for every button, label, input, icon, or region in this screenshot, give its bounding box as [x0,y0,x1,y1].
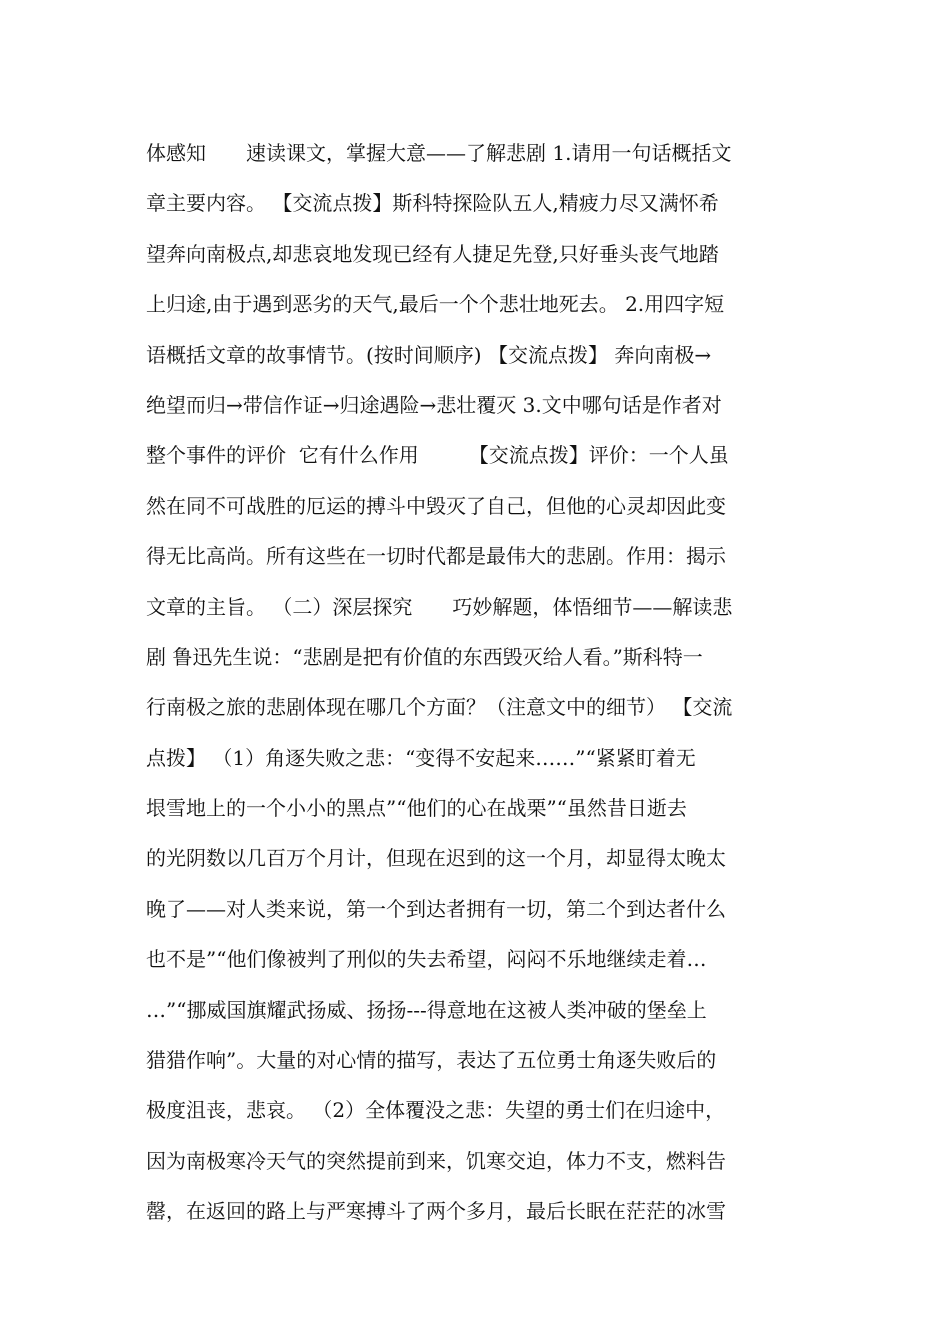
text-line: 猎猎作响”。大量的对心情的描写，表达了五位勇士角逐失败后的 [146,1048,717,1073]
text-line: 体感知 速读课文，掌握大意——了解悲剧 1.请用一句话概括文 [146,141,732,165]
text-line: 行南极之旅的悲剧体现在哪几个方面？（注意文中的细节） 【交流 [146,695,733,720]
text-line: 垠雪地上的一个小小的黑点”“他们的心在战栗”“虽然昔日逝去 [146,796,687,821]
body-text [146,128,816,1237]
text-line: 望奔向南极点,却悲哀地发现已经有人捷足先登,只好垂头丧气地踏 [146,241,719,266]
text-line: 整个事件的评价 它有什么作用 【交流点拨】评价：一个人虽 [146,443,729,468]
text-line: 章主要内容。 【交流点拨】斯科特探险队五人,精疲力尽又满怀希 [146,191,719,216]
text-line: 上归途,由于遇到恶劣的天气,最后一个个悲壮地死去。 2.用四字短 [146,292,725,317]
text-line: 点拨】 （1）角逐失败之悲：“变得不安起来……”“紧紧盯着无 [146,745,696,770]
text-line: 语概括文章的故事情节。(按时间顺序) 【交流点拨】 奔向南极→ [146,342,712,367]
text-line: 得无比高尚。所有这些在一切时代都是最伟大的悲剧。作用：揭示 [146,544,726,569]
text-line: 晚了——对人类来说，第一个到达者拥有一切，第二个到达者什么 [146,896,726,921]
text-line: 也不是”“他们像被判了刑似的失去希望，闷闷不乐地继续走着… [146,947,707,972]
text-line: 然在同不可战胜的厄运的搏斗中毁灭了自己，但他的心灵却因此变 [146,493,726,518]
text-line: 文章的主旨。 （二）深层探究 巧妙解题，体悟细节——解读悲 [146,594,733,619]
text-line: 剧 鲁迅先生说：“悲剧是把有价值的东西毁灭给人看。”斯科特一 [146,644,703,669]
text-line: 罄，在返回的路上与严寒搏斗了两个多月，最后长眠在茫茫的冰雪 [146,1199,726,1224]
text-line: …”“挪威国旗耀武扬威、扬扬---得意地在这被人类冲破的堡垒上 [146,997,707,1022]
text-line: 的光阴数以几百万个月计，但现在迟到的这一个月，却显得太晚太 [146,846,726,871]
text-line: 极度沮丧，悲哀。 （2）全体覆没之悲：失望的勇士们在归途中， [146,1098,726,1123]
text-line: 因为南极寒冷天气的突然提前到来，饥寒交迫，体力不支，燃料告 [146,1148,726,1173]
text-line: 绝望而归→带信作证→归途遇险→悲壮覆灭 3.文中哪句话是作者对 [146,392,722,417]
